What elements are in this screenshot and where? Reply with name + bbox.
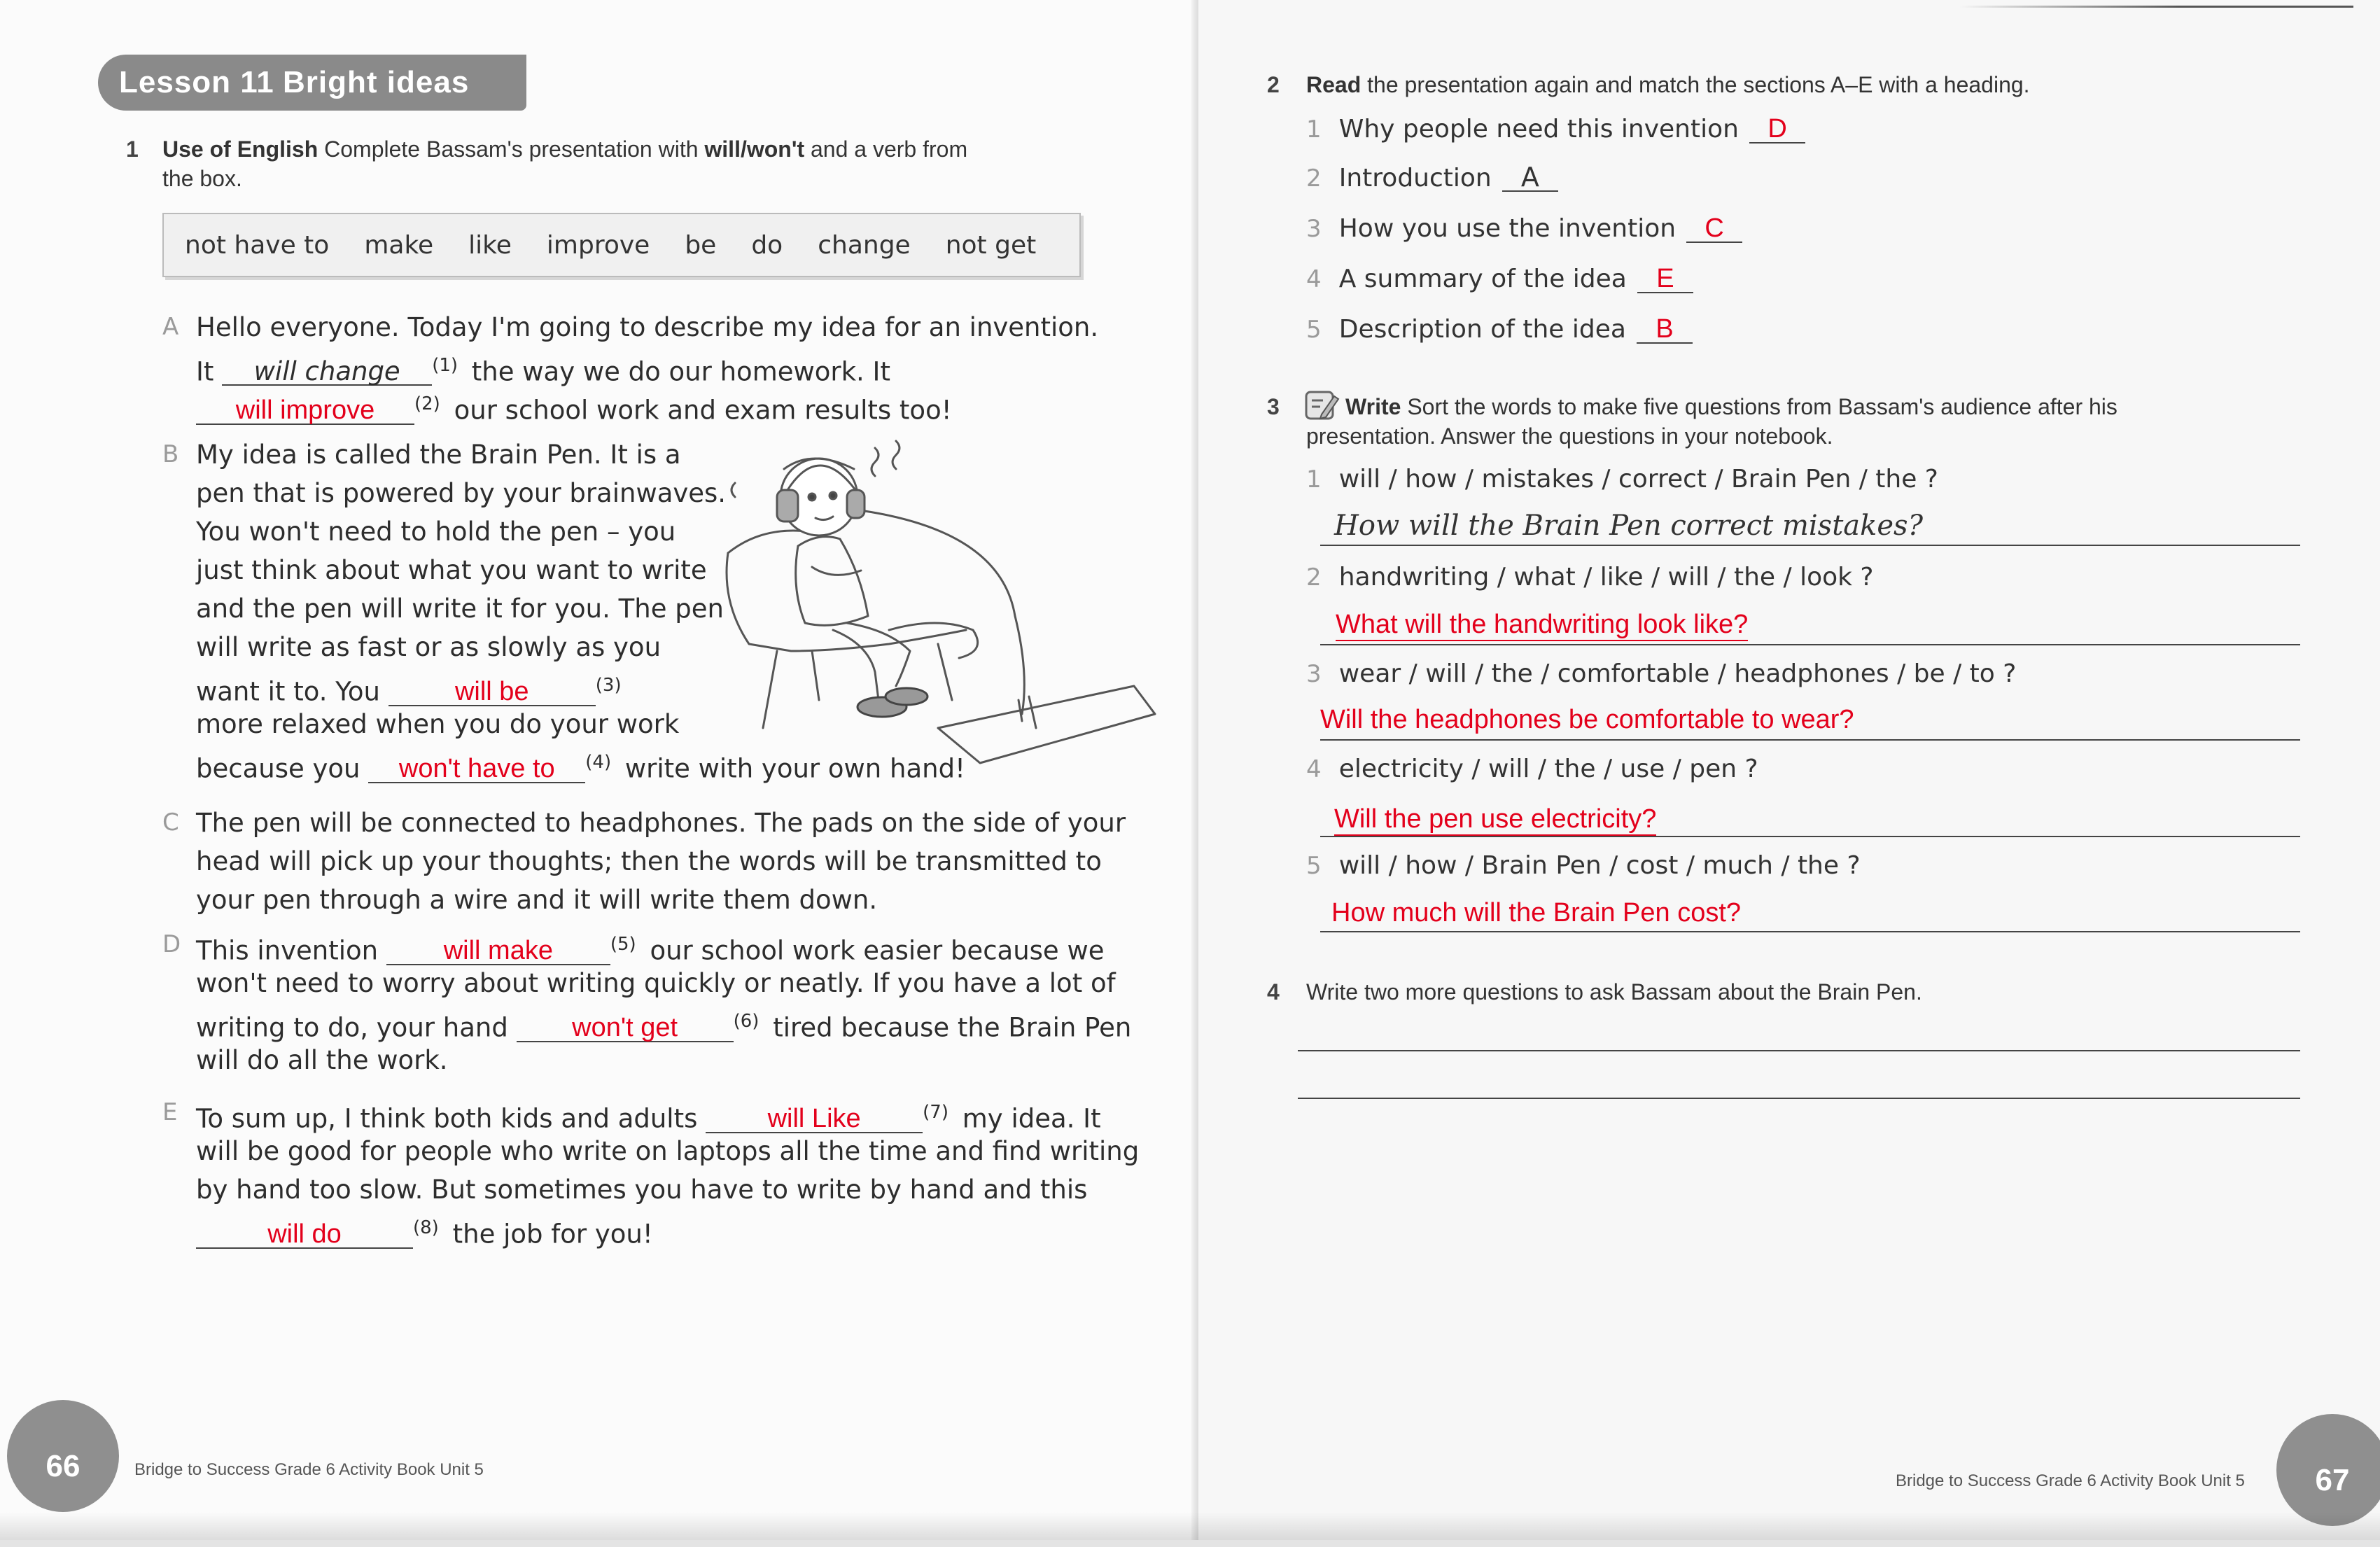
list-item: 3 wear / will / the / comfortable / headphones / be / to ?: [1306, 659, 2017, 688]
answer-line[interactable]: Will the pen use electricity?: [1320, 797, 2300, 837]
word-item: like: [468, 230, 512, 260]
match-answer-blank[interactable]: E: [1637, 265, 1693, 293]
task2-text: the presentation again and match the sections A–E with a heading.: [1361, 72, 2030, 97]
answer-blank-8[interactable]: will do: [196, 1221, 413, 1249]
task3-text: Sort the words to make five questions from Bassam's audience after his: [1401, 394, 2118, 419]
list-item: 2 handwriting / what / like / will / the / look ?: [1306, 563, 1874, 592]
footer-left: Bridge to Success Grade 6 Activity Book Unit 5: [134, 1460, 484, 1479]
paragraph-label: B: [162, 440, 179, 468]
list-item: 4 electricity / will / the / use / pen ?: [1306, 755, 1758, 783]
paragraph-label: E: [162, 1098, 178, 1126]
paragraph-line: This invention will make $^{(5)}$ our school work easier because we: [196, 934, 1105, 966]
task1-label: Use of English: [162, 136, 318, 162]
paragraph-line: by hand too slow. But sometimes you have to write by hand and this: [196, 1175, 1088, 1205]
task1-text2: and a verb from: [804, 136, 968, 162]
task3-text2: presentation. Answer the questions in your notebook.: [1306, 424, 1833, 449]
match-answer-blank[interactable]: B: [1637, 316, 1693, 344]
paragraph-line: You won't need to hold the pen – you: [196, 517, 676, 547]
list-item: 2 Introduction A: [1306, 164, 1558, 192]
answer-blank-7[interactable]: will Like: [706, 1105, 923, 1133]
task3-label: Write: [1345, 394, 1401, 419]
paragraph-line: To sum up, I think both kids and adults will Like $^{(7)}$ my idea. It: [196, 1102, 1101, 1134]
word-item: make: [364, 230, 434, 260]
right-page: [1198, 0, 2380, 1540]
word-item: be: [685, 230, 717, 260]
word-item: improve: [546, 230, 650, 260]
task1-will: will/won't: [704, 136, 805, 162]
answer-blank-3[interactable]: will be: [388, 678, 596, 706]
paragraph-line: and the pen will write it for you. The pen: [196, 594, 724, 624]
task2-label: Read: [1306, 72, 1362, 97]
paragraph-line: Hello everyone. Today I'm going to describe my idea for an invention.: [196, 312, 1099, 342]
lesson-header: [98, 55, 526, 111]
list-item: 5 will / how / Brain Pen / cost / much / the ?: [1306, 851, 1861, 880]
answer-line[interactable]: Will the headphones be comfortable to wear?: [1320, 700, 2300, 741]
match-answer-blank[interactable]: A: [1502, 164, 1558, 192]
word-box: [162, 213, 1081, 277]
answer-line[interactable]: What will the handwriting look like?: [1320, 602, 2300, 645]
paragraph-line: will write as fast or as slowly as you: [196, 632, 662, 662]
lesson-title: Bright ideas: [283, 65, 470, 99]
footer-right: Bridge to Success Grade 6 Activity Book Unit 5: [1896, 1471, 2245, 1490]
task3-number: 3: [1267, 394, 1280, 419]
answer-blank-6[interactable]: won't get: [517, 1014, 734, 1042]
word-item: do: [751, 230, 783, 260]
lesson-label: Lesson 11: [119, 65, 274, 99]
task2-number: 2: [1267, 72, 1280, 97]
match-answer-blank[interactable]: C: [1686, 215, 1742, 243]
paragraph-line: more relaxed when you do your work: [196, 709, 680, 739]
top-rule: [1478, 6, 2353, 8]
paragraph-line: It will change $^{(1)}$ the way we do our homework. It: [196, 355, 890, 387]
paragraph-line: just think about what you want to write: [196, 555, 707, 585]
paragraph-line: won't need to worry about writing quickly or neatly. If you have a lot of: [196, 968, 1116, 998]
list-item: 3 How you use the invention C: [1306, 214, 1742, 243]
answer-blank-5[interactable]: will make: [386, 937, 610, 965]
match-answer-blank[interactable]: D: [1749, 115, 1805, 144]
boy-with-brain-pen-illustration: [707, 420, 1162, 770]
list-item: 4 A summary of the idea E: [1306, 265, 1693, 293]
word-item: change: [818, 230, 911, 260]
paragraph-label: D: [162, 930, 181, 958]
page-number-left: 66: [7, 1400, 119, 1512]
answer-line[interactable]: [1298, 1015, 2300, 1051]
paragraph-line: pen that is powered by your brainwaves.: [196, 478, 727, 508]
word-item: not get: [945, 230, 1037, 260]
answer-line[interactable]: [1298, 1063, 2300, 1099]
paragraph-line: your pen through a wire and it will write them down.: [196, 885, 878, 915]
paragraph-line: will do $^{(8)}$ the job for you!: [196, 1209, 653, 1253]
paragraph-label: A: [162, 313, 179, 341]
page-shadow: [0, 1512, 2380, 1540]
task4-number: 4: [1267, 979, 1280, 1004]
paragraph-line: will do all the work.: [196, 1045, 448, 1075]
answer-line[interactable]: How much will the Brain Pen cost?: [1320, 892, 2300, 932]
paragraph-line: My idea is called the Brain Pen. It is a: [196, 440, 681, 470]
paragraph-line: will improve $^{(2)}$ our school work and exam results too!: [196, 385, 952, 429]
paragraph-label: C: [162, 808, 179, 836]
task1-number: 1: [126, 136, 139, 162]
task1-text1: Complete Bassam's presentation with: [318, 136, 705, 162]
paragraph-line: head will pick up your thoughts; then the words will be transmitted to: [196, 846, 1102, 876]
task1-text3: the box.: [162, 166, 242, 191]
list-item: 1 will / how / mistakes / correct / Brain Pen / the ?: [1306, 465, 1938, 493]
answer-blank-2[interactable]: will improve: [196, 397, 414, 425]
paragraph-line: want it to. You will be $^{(3)}$: [196, 675, 622, 707]
paragraph-line: because you won't have to $^{(4)}$ write with your own hand!: [196, 752, 965, 784]
paragraph-line: writing to do, your hand won't get $^{(6)}$ tired because the Brain Pen: [196, 1011, 1132, 1043]
list-item: 5 Description of the idea B: [1306, 315, 1693, 344]
answer-line[interactable]: How will the Brain Pen correct mistakes?: [1320, 505, 2300, 546]
answer-blank-1[interactable]: will change: [222, 358, 432, 386]
pencil-write-icon: [1302, 388, 1340, 423]
paragraph-line: will be good for people who write on laptops all the time and find writing: [196, 1136, 1140, 1166]
word-item: not have to: [185, 230, 330, 260]
page-number-right: 67: [2276, 1414, 2380, 1526]
list-item: 1 Why people need this invention D: [1306, 115, 1805, 144]
paragraph-line: The pen will be connected to headphones. The pads on the side of your: [196, 808, 1126, 838]
task4-text: Write two more questions to ask Bassam about the Brain Pen.: [1306, 979, 1922, 1004]
answer-blank-4[interactable]: won't have to: [368, 755, 585, 783]
